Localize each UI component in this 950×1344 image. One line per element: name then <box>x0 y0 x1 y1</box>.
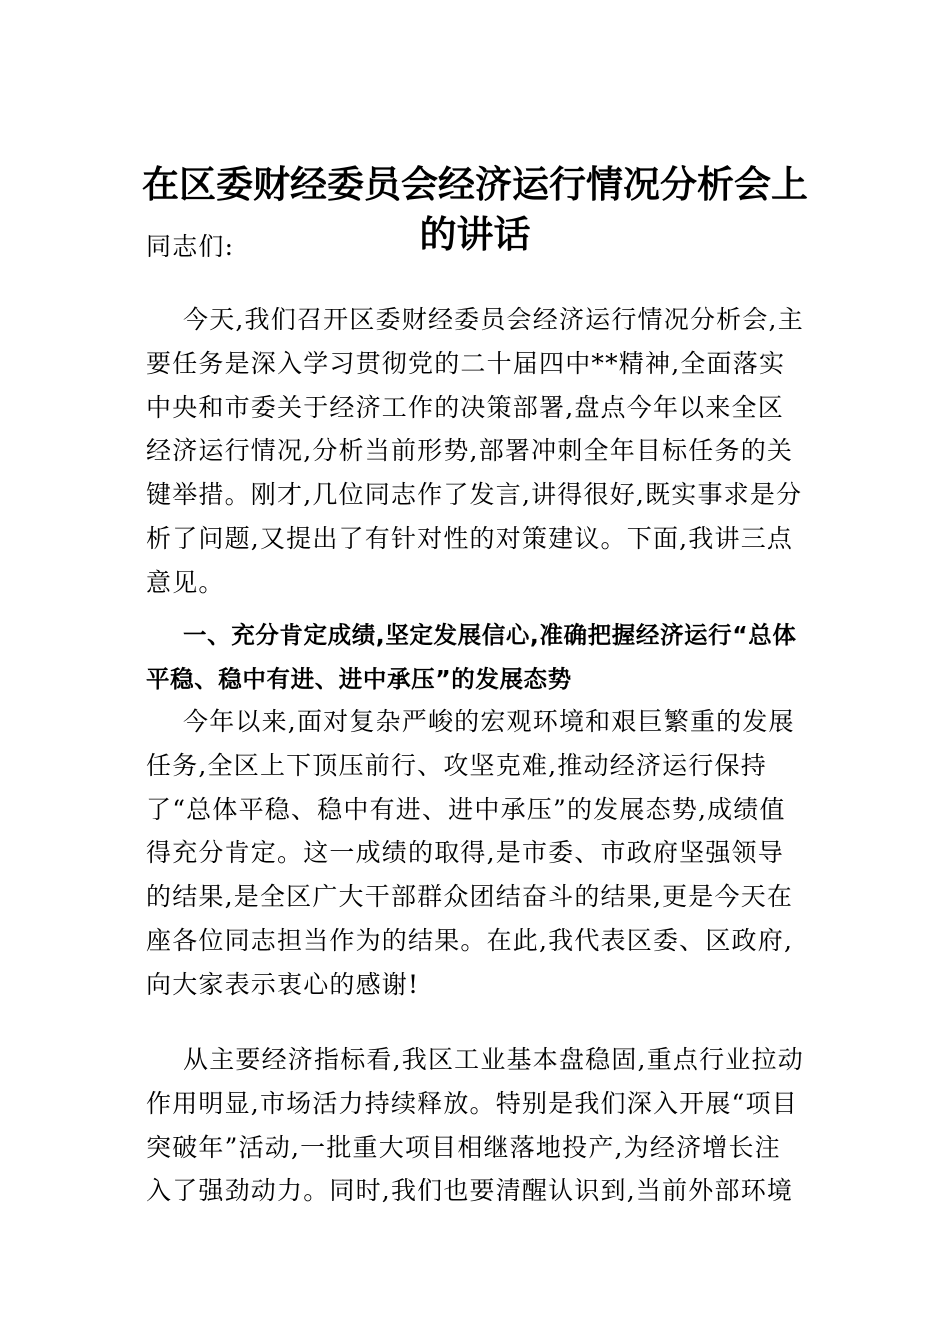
title-line-1: 在区委财经委员会经济运行情况分析会上 <box>142 163 808 206</box>
title-line-2: 的讲话 <box>419 213 531 256</box>
section-1-paragraph-2: 从主要经济指标看,我区工业基本盘稳固,重点行业拉动作用明显,市场活力持续释放。特别是我们深入开展“项目突破年”活动,一批重大项目相继落地投产,为经济增长注入了强劲动力。同时,我们也要清醒认识到,当前外部环境 <box>146 1045 804 1206</box>
section-1-heading: 一、充分肯定成绩,坚定发展信心,准确把握经济运行“总体平稳、稳中有进、进中承压”的发展态势 <box>146 621 797 693</box>
greeting: 同志们: <box>146 232 235 261</box>
section-1-paragraph-1: 今年以来,面对复杂严峻的宏观环境和艰巨繁重的发展任务,全区上下顶压前行、攻坚克难,推动经济运行保持了“总体平稳、稳中有进、进中承压”的发展态势,成绩值得充分肯定。这一成绩的取得,是市委、市政府坚强领导的结果,是全区广大干部群众团结奋斗的结果,更是今天在座各位同志担当作为的结果。在此,我代表区委、区政府,向大家表示衷心的感谢! <box>146 707 795 999</box>
intro-paragraph: 今天,我们召开区委财经委员会经济运行情况分析会,主要任务是深入学习贯彻党的二十届四中**精神,全面落实中央和市委关于经济工作的决策部署,盘点今年以来全区经济运行情况,分析当前形势,部署冲刺全年目标任务的关键举措。刚才,几位同志作了发言,讲得很好,既实事求是分析了问题,又提出了有针对性的对策建议。下面,我讲三点意见。 <box>146 305 804 597</box>
